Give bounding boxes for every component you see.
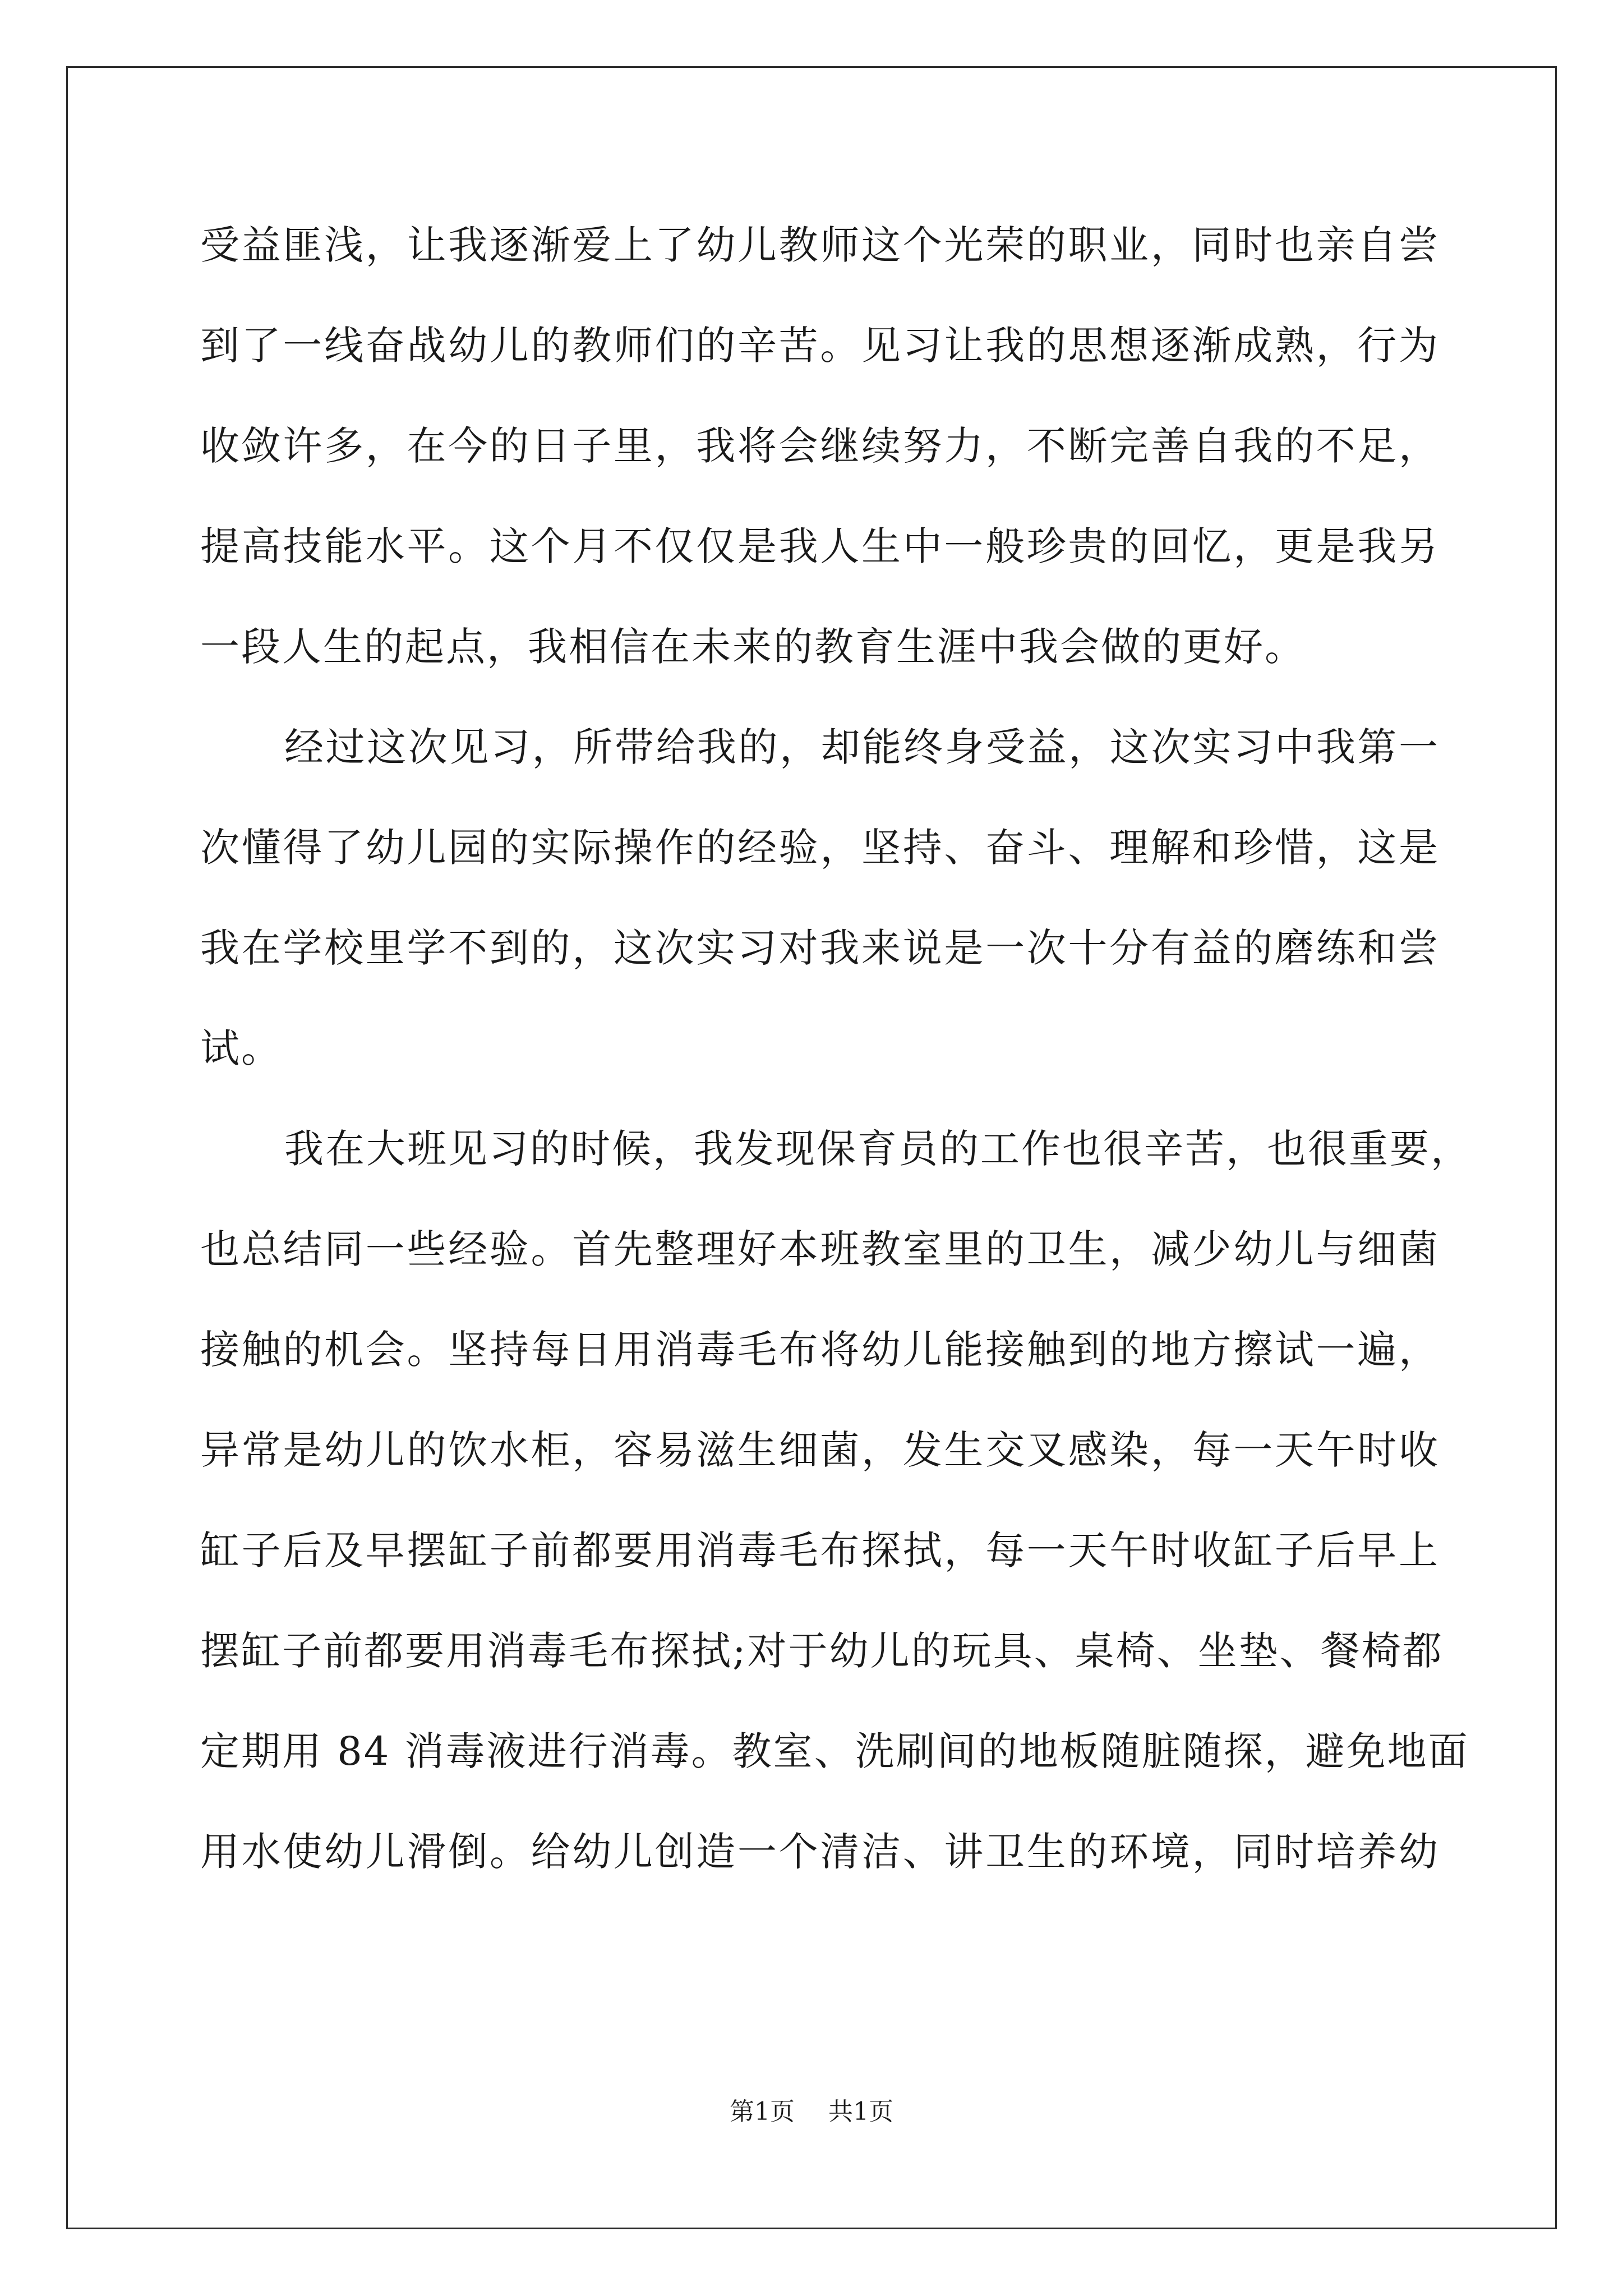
text-line: 接触的机会。坚持每日用消毒毛布将幼儿能接触到的地方擦试一遍， (200, 1327, 1440, 1373)
page-footer (0, 2095, 1623, 2129)
text-line: 缸子后及早摆缸子前都要用消毒毛布探拭，每一天午时收缸子后早上 (200, 1527, 1440, 1573)
page-number: 第1页 (730, 2097, 795, 2126)
paragraph-first-line: 经过这次见习，所带给我的，却能终身受益，这次实习中我第一 (284, 724, 1440, 770)
text-line: 一段人生的起点，我相信在未来的教育生涯中我会做的更好。 (200, 624, 1306, 670)
text-line: 定期用 84 消毒液进行消毒。教室、洗刷间的地板随脏随探，避免地面 (200, 1728, 1469, 1774)
text-line: 我在学校里学不到的，这次实习对我来说是一次十分有益的磨练和尝 (200, 925, 1440, 971)
text-line: 到了一线奋战幼儿的教师们的辛苦。见习让我的思想逐渐成熟，行为 (200, 323, 1440, 369)
paragraph-first-line: 我在大班见习的时候，我发现保育员的工作也很辛苦，也很重要， (284, 1126, 1472, 1172)
text-line: 收敛许多，在今的日子里，我将会继续努力，不断完善自我的不足， (200, 423, 1440, 469)
text-line: 提高技能水平。这个月不仅仅是我人生中一般珍贵的回忆，更是我另 (200, 523, 1440, 569)
text-line: 异常是幼儿的饮水柜，容易滋生细菌，发生交叉感染，每一天午时收 (200, 1427, 1440, 1473)
text-line: 试。 (200, 1025, 282, 1071)
text-line: 用水使幼儿滑倒。给幼儿创造一个清洁、讲卫生的环境，同时培养幼 (200, 1829, 1440, 1875)
text-line: 摆缸子前都要用消毒毛布探拭;对于幼儿的玩具、桌椅、坐垫、餐椅都 (200, 1628, 1444, 1674)
text-line: 也总结同一些经验。首先整理好本班教室里的卫生，减少幼儿与细菌 (200, 1226, 1440, 1272)
page-total: 共1页 (828, 2097, 893, 2126)
text-line: 受益匪浅，让我逐渐爱上了幼儿教师这个光荣的职业，同时也亲自尝 (200, 222, 1440, 268)
text-line: 次懂得了幼儿园的实际操作的经验，坚持、奋斗、理解和珍惜，这是 (200, 825, 1440, 871)
